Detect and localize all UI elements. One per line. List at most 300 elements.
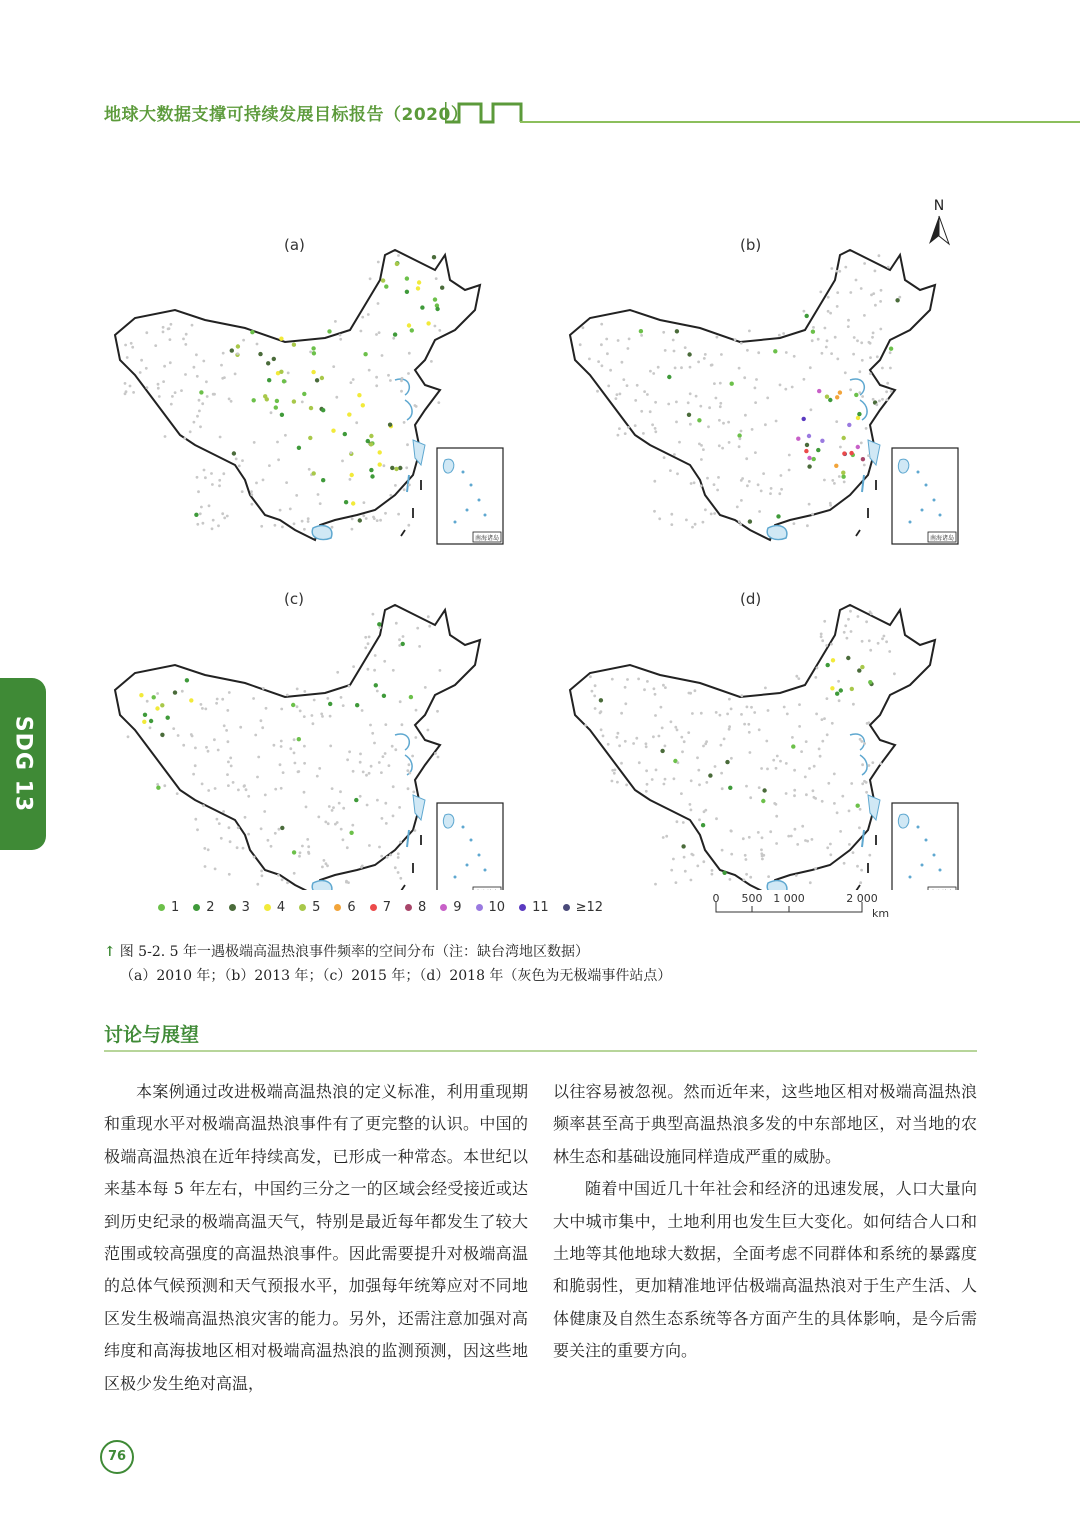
station-dot [602,735,605,738]
station-dot [415,405,418,408]
station-dot [849,291,852,294]
station-dot [129,385,132,388]
station-dot [354,798,358,802]
legend-item [299,900,320,915]
station-dot [622,378,625,381]
station-dot [307,520,310,523]
station-dot [326,697,329,700]
station-dot [339,790,342,793]
station-dot [690,779,693,782]
station-dot [689,366,692,369]
station-dot [676,820,679,823]
station-dot [398,638,401,641]
station-dot [788,469,791,472]
station-dot [243,784,246,787]
station-dot [806,524,809,527]
station-dot [676,729,679,732]
station-dot [865,620,868,623]
station-dot [868,854,871,857]
station-dot [399,841,402,844]
legend-label: 7 [382,900,391,915]
station-dot [146,700,149,703]
station-dot [332,806,335,809]
station-dot [708,773,712,777]
station-dot [321,715,324,718]
body-column-right [553,1076,977,1368]
station-dot [359,761,362,764]
figure-caption [104,940,671,988]
station-dot [156,786,160,790]
station-dot [722,422,725,425]
station-dot [654,714,657,717]
station-dot [793,522,796,525]
station-dot [824,327,827,330]
station-dot [702,521,705,524]
station-dot [214,787,217,790]
station-dot [331,526,334,529]
legend-item [476,900,506,915]
station-dot [820,633,823,636]
station-dot [379,519,382,522]
station-dot [651,423,654,426]
station-dot [331,429,335,433]
station-dot [201,783,204,786]
station-dot [252,697,255,700]
station-dot [428,625,431,628]
station-dot [303,715,306,718]
station-dot [836,305,839,308]
station-dot [374,654,377,657]
station-dot [338,802,341,805]
station-dot [804,839,807,842]
station-dot [218,484,221,487]
station-dot [790,835,793,838]
station-dot [286,881,289,884]
station-dot [685,519,688,522]
station-dot [606,352,609,355]
station-dot [796,437,800,441]
station-dot [388,423,392,427]
station-dot [149,719,153,723]
station-dot [617,339,620,342]
station-dot [627,426,630,429]
station-dot [711,869,714,872]
station-dot [718,444,721,447]
station-dot [689,803,692,806]
station-dot [804,449,808,453]
station-dot [728,725,731,728]
station-dot [697,418,701,422]
station-dot [363,352,367,356]
station-dot [839,830,842,833]
station-dot [163,365,166,368]
station-dot [868,680,872,684]
station-dot [189,698,193,702]
station-dot [770,487,773,490]
legend-dot [334,904,341,911]
station-dot [720,744,723,747]
station-dot [801,825,804,828]
station-dot [817,338,820,341]
station-dot [843,862,846,865]
station-dot [406,769,409,772]
station-dot [699,405,702,408]
station-dot [321,866,324,869]
station-dot [720,772,723,775]
station-dot [397,871,400,874]
station-dot [582,326,585,329]
station-dot [434,325,437,328]
station-dot [589,675,592,678]
station-dot [690,879,693,882]
station-dot [883,635,886,638]
station-dot [875,403,878,406]
station-dot [306,838,309,841]
station-dot [713,483,716,486]
station-dot [662,684,665,687]
station-dot [192,773,195,776]
station-dot [400,390,403,393]
station-dot [126,356,129,359]
station-dot [184,373,187,376]
station-dot [394,866,397,869]
station-dot [791,744,795,748]
station-dot [216,698,219,701]
station-dot [307,845,310,848]
station-dot [223,376,226,379]
station-dot [308,468,311,471]
station-dot [407,787,410,790]
north-arrow [929,198,949,244]
station-dot [398,806,401,809]
station-dot [222,472,225,475]
station-dot [703,357,706,360]
station-dot [204,708,207,711]
station-dot [775,842,778,845]
station-dot [250,330,254,334]
station-dot [308,852,311,855]
legend-label: 2 [206,900,215,915]
legend-dot [405,904,412,911]
station-dot [856,416,860,420]
station-dot [634,424,637,427]
station-dot [664,778,667,781]
station-dot [279,509,282,512]
station-dot [694,523,697,526]
station-dot [870,294,873,297]
station-dot [164,435,167,438]
station-dot [169,361,172,364]
station-dot [406,443,409,446]
station-dot [218,822,221,825]
station-dot [579,343,582,346]
station-dot [611,769,614,772]
station-dot [365,517,368,520]
station-dot [371,732,374,735]
station-dot [275,399,279,403]
scale-unit: km [872,907,890,920]
body-paragraph-right-2: 随着中国近几十年社会和经济的迅速发展，人口大量向大中城市集中，土地利用也发生巨大变化。如何结合人口和土地等其他地球大数据，全面考虑不同群体和系统的暴露度和脆弱性，更加精准地评估极端高温热浪对于生产生活、人体健康及自然生态系统等各方面产生的具体影响，是今后需要关注的重要方向。 [553,1179,977,1361]
station-dot [279,763,282,766]
station-dot [886,398,889,401]
station-dot [234,373,237,376]
legend-dot [264,904,271,911]
scale-tick-0: 0 [712,892,720,905]
section-rule [104,1050,977,1052]
station-dot [274,832,277,835]
station-dot [715,711,718,714]
station-dot [156,692,159,695]
station-dot [745,785,748,788]
station-dot [340,696,343,699]
station-dot [830,643,833,646]
station-dot [643,390,646,393]
legend-label: 11 [532,900,549,915]
station-dot [757,831,760,834]
station-dot [652,735,655,738]
station-dot [664,686,667,689]
station-dot [221,698,224,701]
station-dot [869,356,872,359]
station-dot [364,636,367,639]
station-dot [683,856,686,859]
station-dot [292,343,296,347]
body-paragraph-right-1: 以往容易被忽视。然而近年来，这些地区相对极端高温热浪频率甚至高于典型高温热浪多发的中东部地区，对当地的农林生态和基础设施同样造成严重的威胁。 [553,1082,977,1166]
station-dot [856,804,860,808]
station-dot [766,397,769,400]
station-dot [294,762,297,765]
station-dot [287,372,290,375]
station-dot [632,742,635,745]
station-dot [305,806,308,809]
station-dot [847,618,850,621]
station-dot [207,848,210,851]
station-dot [369,468,373,472]
station-dot [743,376,746,379]
station-dot [718,419,721,422]
station-dot [746,484,749,487]
station-dot [655,769,658,772]
station-dot [661,727,664,730]
station-dot [844,266,847,269]
station-dot [616,781,619,784]
station-dot [384,284,388,288]
station-dot [849,451,853,455]
station-dot [317,816,320,819]
station-dot [673,777,676,780]
station-dot [367,313,370,316]
station-dot [772,759,775,762]
station-dot [368,636,371,639]
station-dot [293,522,296,525]
station-dot [798,703,801,706]
station-dot [809,881,812,884]
station-dot [805,314,809,318]
station-dot [230,400,233,403]
station-dot [284,434,287,437]
station-dot [381,354,384,357]
station-dot [334,320,337,323]
station-dot [827,310,830,313]
station-dot [593,695,596,698]
map-panel-d [570,605,958,890]
station-dot [681,750,684,753]
station-dot [738,445,741,448]
station-dot [624,686,627,689]
station-dot [847,423,851,427]
station-dot [278,828,281,831]
station-dot [847,325,850,328]
station-dot [383,464,386,467]
station-dot [183,437,186,440]
station-dot [280,413,284,417]
station-dot [852,703,855,706]
station-dot [296,688,299,691]
station-dot [628,338,631,341]
station-dot [360,330,363,333]
station-dot [748,731,751,734]
station-dot [831,722,834,725]
station-dot [889,347,893,351]
station-dot [861,782,864,785]
station-dot [893,672,896,675]
report-header-title: 地球大数据支撑可持续发展目标报告（2020） [104,105,469,125]
station-dot [791,736,794,739]
legend-label: 6 [347,900,356,915]
station-dot [830,267,833,270]
station-dot [646,393,649,396]
station-dot [303,791,306,794]
legend-item [519,900,549,915]
station-dot [260,525,263,528]
station-dot [710,513,713,516]
station-dot [856,865,859,868]
sdg-side-tab [0,678,46,850]
station-dot [727,421,730,424]
station-dot [157,383,160,386]
caption-arrow-icon: ↑ [104,944,116,960]
station-dot [389,379,392,382]
legend-item [193,900,214,915]
station-dot [199,425,202,428]
station-dot [139,371,142,374]
station-dot [857,615,860,618]
station-dot [689,423,692,426]
station-dot [681,844,685,848]
station-dot [368,369,371,372]
station-dot [597,360,600,363]
station-dot [355,703,359,707]
station-dot [599,698,603,702]
station-dot [386,856,389,859]
station-dot [414,736,417,739]
station-dot [297,737,301,741]
station-dot [834,464,838,468]
station-dot [769,492,772,495]
station-dot [319,502,322,505]
station-dot [856,445,860,449]
station-dot [700,444,703,447]
station-dot [813,765,816,768]
station-dot [857,412,861,416]
station-dot [348,750,351,753]
station-dot [754,451,757,454]
station-dot [382,694,386,698]
station-dot [757,483,760,486]
station-dot [819,755,822,758]
station-dot [211,483,214,486]
station-dot [877,642,880,645]
station-dot [398,466,402,470]
station-dot [749,796,752,799]
station-dot [384,512,387,515]
station-dot [229,840,232,843]
station-dot [838,390,842,394]
station-dot [775,420,778,423]
station-dot [276,441,279,444]
station-dot [861,457,865,461]
station-dot [203,469,206,472]
station-dot [399,877,402,880]
station-dot [797,677,800,680]
station-dot [739,523,742,526]
station-dot [674,367,677,370]
station-dot [675,401,678,404]
station-dot [887,266,890,269]
station-dot [853,336,856,339]
station-dot [787,835,790,838]
station-dot [654,427,657,430]
station-dot [634,399,637,402]
station-dot [861,395,864,398]
station-dot [380,771,383,774]
station-dot [807,456,811,460]
station-dot [812,326,815,329]
station-dot [292,399,296,403]
station-dot [730,853,733,856]
station-dot [698,783,701,786]
station-dot [819,291,822,294]
station-dot [716,489,719,492]
station-dot [376,799,379,802]
station-dot [670,523,673,526]
station-dot [196,828,199,831]
station-dot [189,430,192,433]
station-dot [761,836,764,839]
station-dot [808,767,811,770]
scale-tick-2000: 2 000 [846,892,878,905]
station-dot [697,361,700,364]
station-dot [277,458,280,461]
station-dot [143,713,147,717]
map-panel-c [115,605,503,890]
station-dot [177,734,180,737]
station-dot [360,866,363,869]
station-dot [820,439,824,443]
station-dot [854,393,858,397]
station-dot [236,344,240,348]
station-dot [372,613,375,616]
station-dot [256,343,259,346]
station-dot [262,479,265,482]
station-dot [611,678,614,681]
station-dot [228,691,231,694]
station-dot [665,835,668,838]
station-dot [182,744,185,747]
station-dot [821,718,824,721]
station-dot [416,286,420,290]
station-dot [363,501,366,504]
